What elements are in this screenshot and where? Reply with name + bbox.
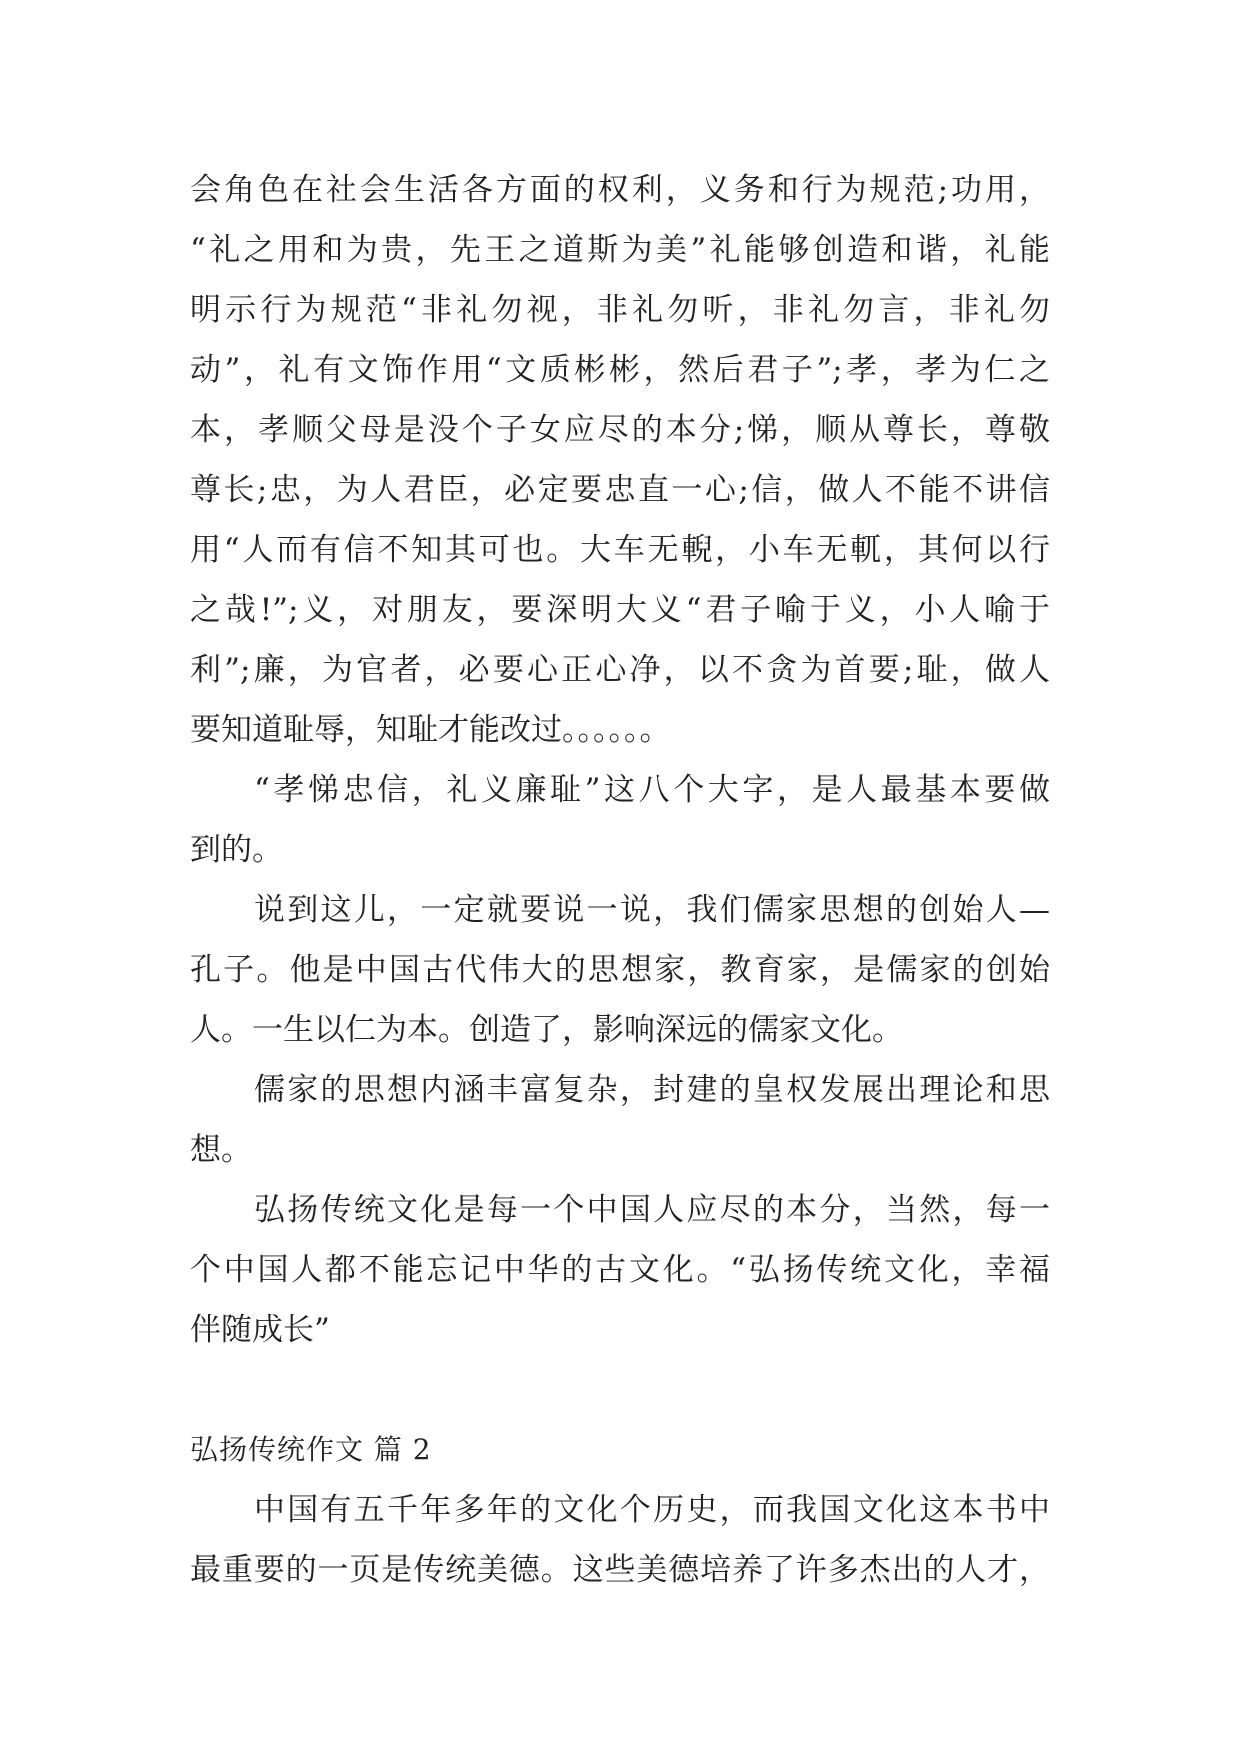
text-line: 用“人而有信不知其可也。大车无輗，小车无軏，其何以行 <box>190 532 1050 568</box>
text-line: “礼之用和为贵，先王之道斯为美”礼能够创造和谐，礼能 <box>190 232 1050 268</box>
text-line: 中国有五千年多年的文化个历史，而我国文化这本书中 <box>254 1492 1050 1528</box>
text-line: 要知道耻辱，知耻才能改过。。。。。。 <box>190 712 671 748</box>
text-line: 利”;廉，为官者，必要心正心净，以不贪为首要;耻，做人 <box>190 652 1050 688</box>
section-heading: 弘扬传统作文 篇 2 <box>190 1433 432 1466</box>
text-line: 尊长;忠，为人君臣，必定要忠直一心;信，做人不能不讲信 <box>190 472 1050 508</box>
paragraph-3 <box>190 880 1050 1060</box>
text-line: 到的。 <box>190 832 283 868</box>
text-line: 最重要的一页是传统美德。这些美德培养了许多杰出的人才， <box>190 1552 1050 1588</box>
paragraph-5 <box>190 1180 1050 1360</box>
text-line: 明示行为规范“非礼勿视，非礼勿听，非礼勿言，非礼勿 <box>190 292 1050 328</box>
text-line: 想。 <box>190 1132 252 1168</box>
text-line: 会角色在社会生活各方面的权利，义务和行为规范;功用， <box>190 172 1050 208</box>
text-line: 孔子。他是中国古代伟大的思想家，教育家，是儒家的创始 <box>190 952 1050 988</box>
paragraph-4 <box>190 1060 1050 1180</box>
paragraph-section-2 <box>190 1480 1050 1600</box>
text-line: 人。一生以仁为本。创造了，影响深远的儒家文化。 <box>190 1012 903 1048</box>
section-spacer <box>190 1360 1050 1420</box>
paragraph-2 <box>190 760 1050 880</box>
text-line: 个中国人都不能忘记中华的古文化。“弘扬传统文化，幸福 <box>190 1252 1050 1288</box>
text-line: 伴随成长” <box>190 1312 330 1348</box>
document-page <box>190 160 1050 1600</box>
text-line: 说到这儿，一定就要说一说，我们儒家思想的创始人— <box>254 892 1050 928</box>
text-line: 之哉!”;义，对朋友，要深明大义“君子喻于义，小人喻于 <box>190 592 1050 628</box>
text-line: 弘扬传统文化是每一个中国人应尽的本分，当然，每一 <box>254 1192 1050 1228</box>
text-line: 儒家的思想内涵丰富复杂，封建的皇权发展出理论和思 <box>254 1072 1050 1108</box>
text-line: 本，孝顺父母是没个子女应尽的本分;悌，顺从尊长，尊敬 <box>190 412 1050 448</box>
paragraph-1 <box>190 160 1050 760</box>
text-line: 动”，礼有文饰作用“文质彬彬，然后君子”;孝，孝为仁之 <box>190 352 1050 388</box>
text-line: “孝悌忠信，礼义廉耻”这八个大字，是人最基本要做 <box>254 772 1050 808</box>
